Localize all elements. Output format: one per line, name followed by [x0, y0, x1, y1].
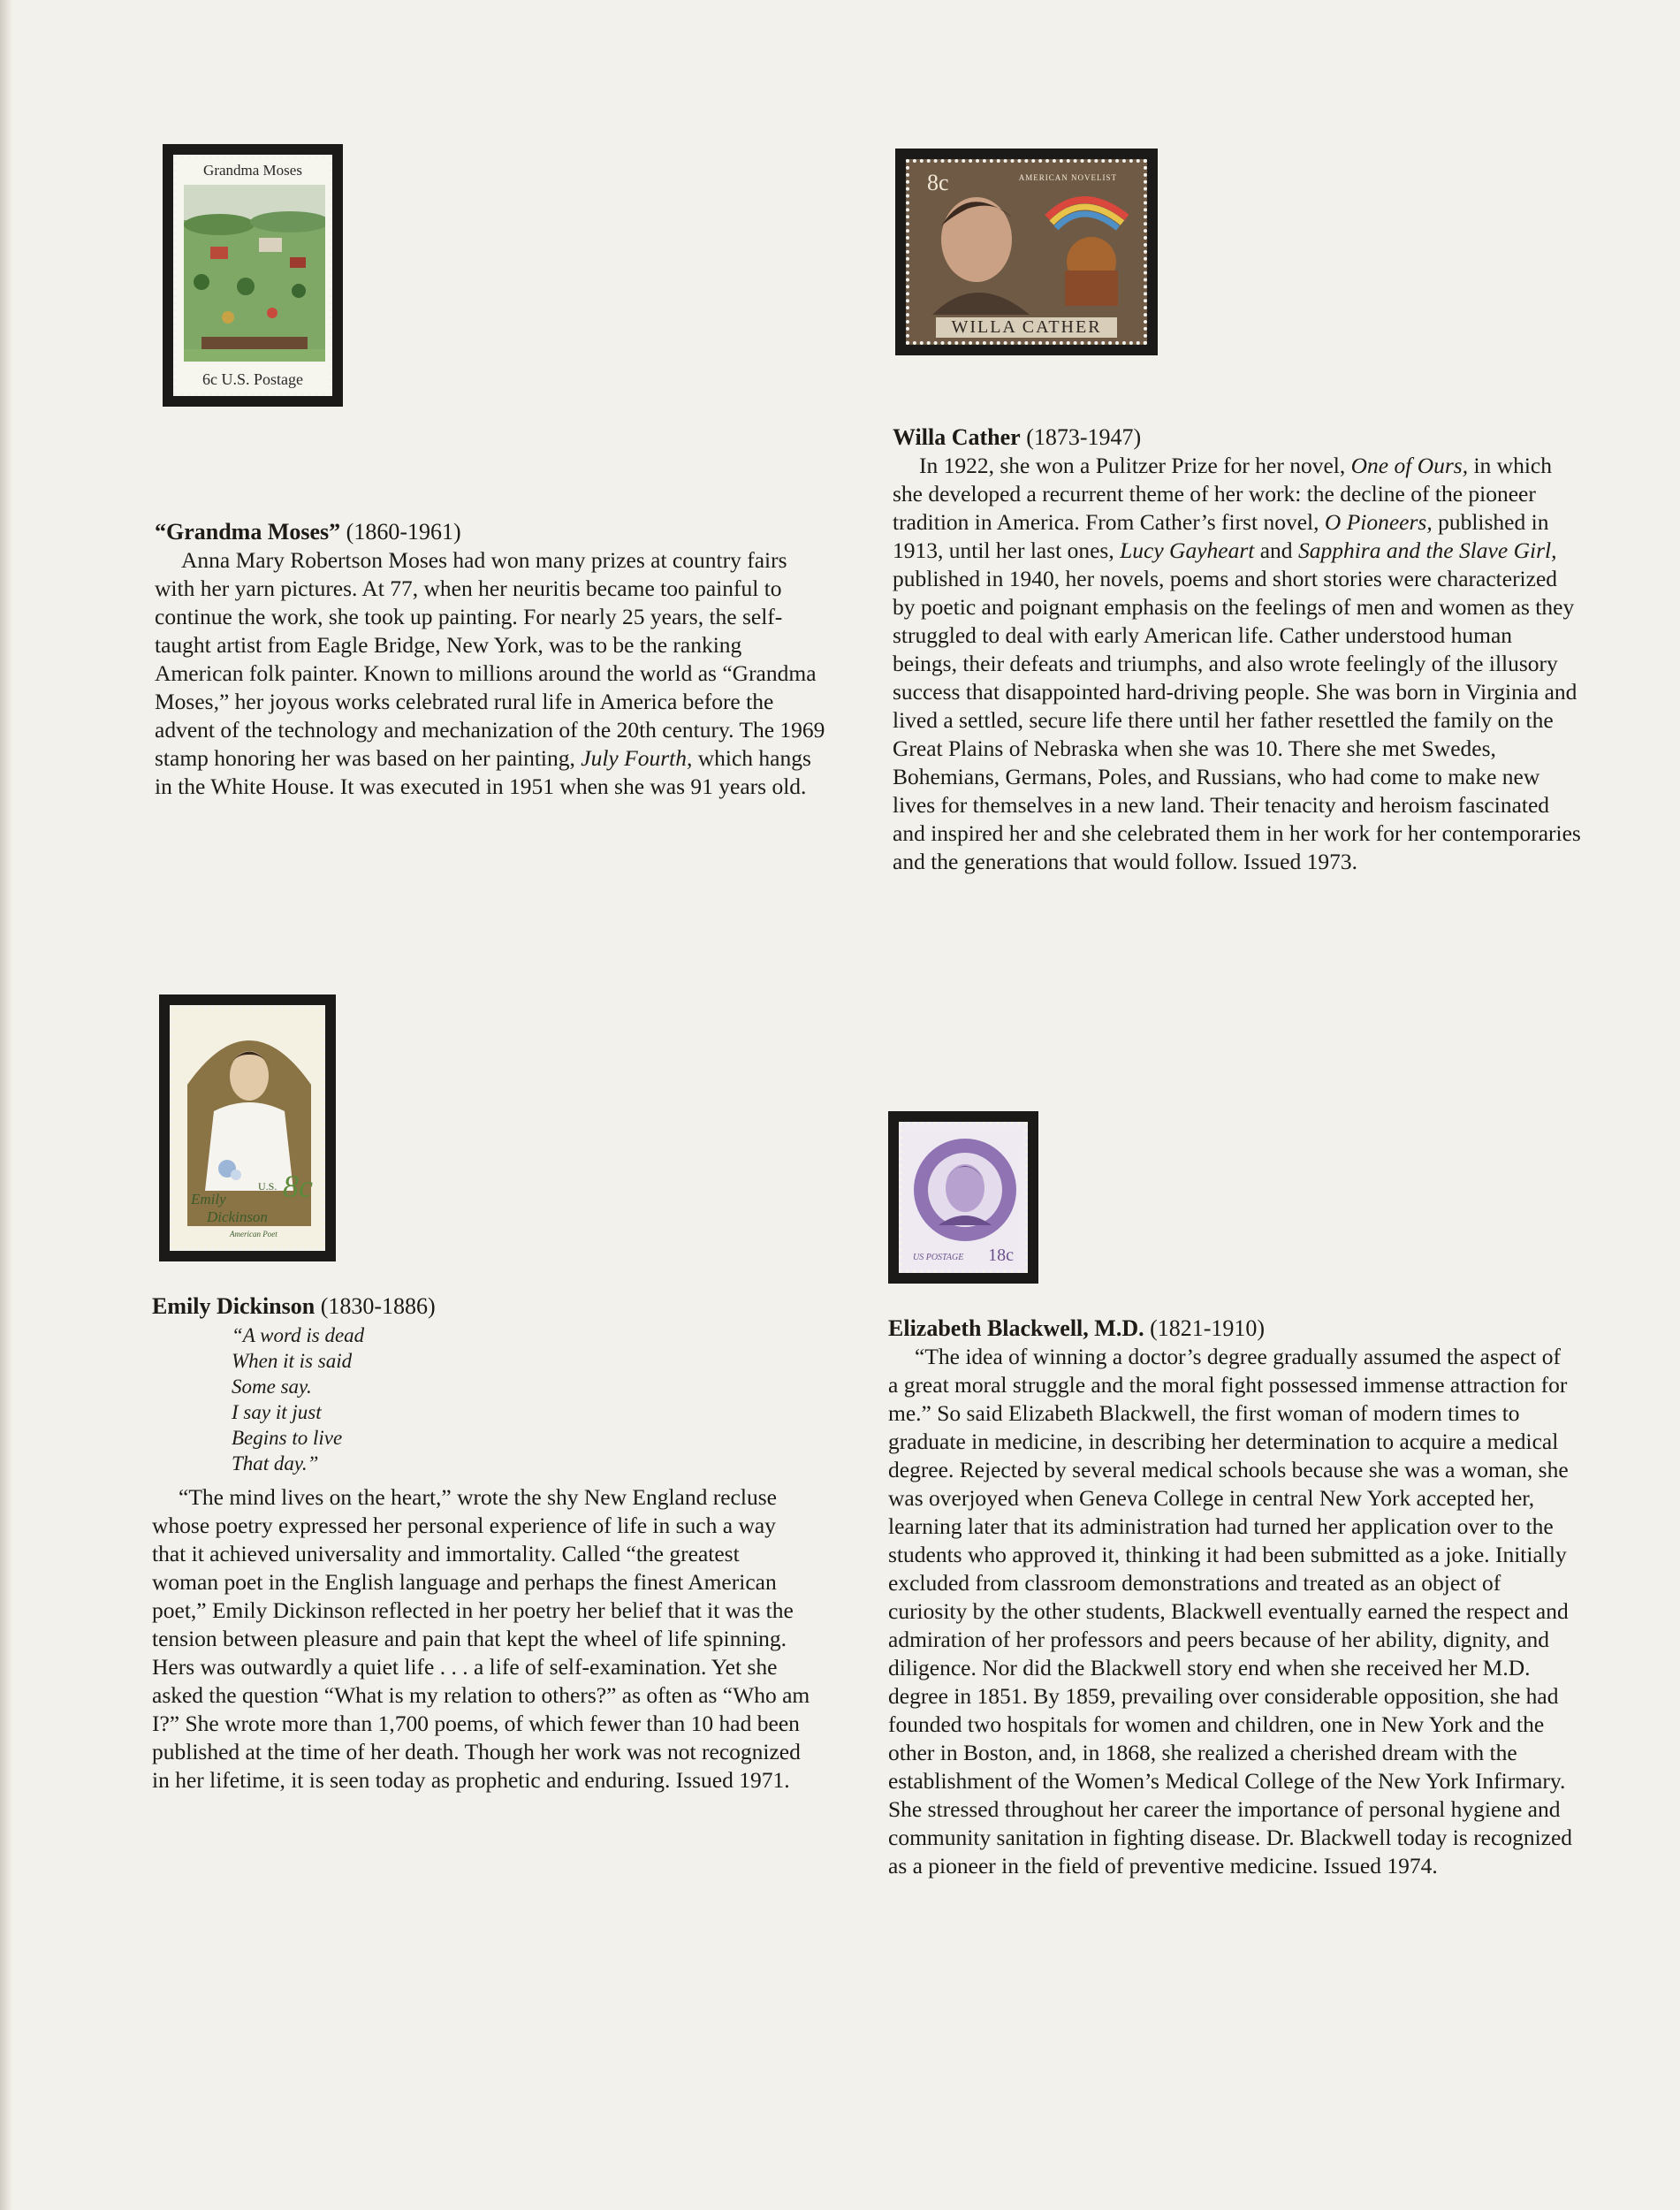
- poem-quote: [232, 1322, 810, 1476]
- poem-line: Some say.: [232, 1376, 312, 1398]
- article-body: [155, 546, 826, 801]
- stamp-denomination: 18c: [988, 1246, 1014, 1265]
- book-title: Lucy Gayheart: [1120, 537, 1255, 563]
- article-name: Willa Cather: [893, 424, 1021, 450]
- poem-line: “A word is dead: [232, 1324, 365, 1346]
- grandma-moses-article: [155, 518, 826, 801]
- article-dates: (1821-1910): [1150, 1315, 1266, 1341]
- stamp-caption: American Poet: [230, 1230, 277, 1238]
- willa-cather-article: [893, 423, 1582, 876]
- stamp-us: U.S.: [258, 1180, 277, 1193]
- body-text: in which she developed a recurrent theme of her work: the decline of the pioneer tradition in America. From Cather’s first novel,: [893, 453, 1552, 535]
- book-title: O Pioneers,: [1324, 509, 1433, 535]
- stamp-postage: US POSTAGE: [913, 1253, 964, 1262]
- grandma-moses-stamp: [163, 144, 343, 407]
- page-edge: [0, 0, 12, 2210]
- stamp-denomination: 8c: [927, 170, 949, 195]
- stamp-name-line1: Emily: [191, 1191, 226, 1208]
- body-text: Anna Mary Robertson Moses had won many prizes at country fairs with her yarn pictures. At 77, when her neuritis became too painful to continue the work, she took up painting. For nearly 25 years, the self-taught artist from Eagle Bridge, New York, was to be the ranking American folk painter. Known to millions around the world as “Grandma Moses,” her joyous works celebrated rural life in America before the advent of the technology and mechanization of the 20th century. The 1969 stamp honoring her was based on her painting,: [155, 547, 825, 771]
- body-text: and: [1254, 537, 1298, 563]
- emily-dickinson-article: [152, 1292, 810, 1795]
- article-name: Elizabeth Blackwell, M.D.: [888, 1315, 1144, 1341]
- article-name: “Grandma Moses”: [155, 519, 341, 545]
- body-text: published in 1913, until her last ones,: [893, 509, 1549, 563]
- stamp-bottom-text: WILLA CATHER: [936, 317, 1117, 338]
- article-dates: (1873-1947): [1026, 424, 1142, 450]
- stamp-denomination: 8c: [283, 1169, 313, 1204]
- article-body: [893, 452, 1582, 876]
- article-heading: [888, 1315, 1573, 1343]
- elizabeth-blackwell-stamp: [888, 1111, 1038, 1284]
- stamp-bottom-text: 6c U.S. Postage: [202, 370, 303, 388]
- book-title: One of Ours,: [1350, 453, 1469, 478]
- article-heading: [155, 518, 826, 546]
- article-dates: (1860-1961): [346, 519, 461, 545]
- elizabeth-blackwell-article: [888, 1315, 1573, 1880]
- willa-cather-stamp: [895, 149, 1158, 355]
- book-title: Sapphira and the Slave Girl,: [1297, 537, 1557, 563]
- poem-line: When it is said: [232, 1350, 353, 1372]
- stamp-top-text: AMERICAN NOVELIST: [1018, 173, 1117, 182]
- poem-line: Begins to live: [232, 1427, 343, 1449]
- body-text: In 1922, she won a Pulitzer Prize for her novel,: [919, 453, 1351, 478]
- article-heading: [152, 1292, 810, 1321]
- article-body: “The idea of winning a doctor’s degree gradually assumed the aspect of a great moral struggle and the moral fight possessed immense attraction for me.” So said Elizabeth Blackwell, the first woman of modern times to graduate in medicine, in describing her determination to acquire a medical degree. Rejected by several medical schools because she was a woman, she was overjoyed when Geneva College in central New York accepted her, learning later that its administration had turned her application over to the students who approved it, thinking it had been submitted as a joke. Initially excluded from classroom demonstrations and treated as an object of curiosity by the other students, Blackwell eventually earned the respect and admiration of her professors and peers because of her ability, dignity, and diligence. Nor did the Blackwell story end when she received her M.D. degree in 1851. By 1859, prevailing over considerable opposition, she had founded two hospitals for women and children, one in New York and the other in Boston, and, in 1868, she realized a cherished dream with the establishment of the Women’s Medical College of the New York Infirmary. She stressed throughout her career the importance of personal hygiene and community sanitation in fighting disease. Dr. Blackwell today is recognized as a pioneer in the field of preventive medicine. Issued 1974.: [888, 1344, 1573, 1878]
- article-body: “The mind lives on the heart,” wrote the shy New England recluse whose poetry expressed her personal experience of life in such a way that it achieved universality and immortality. Called “the greatest woman poet in the English language and perhaps the finest American poet,” Emily Dickinson reflected in her poetry her belief that it was the tension between pleasure and pain that kept the wheel of life spinning. Hers was outwardly a quiet life . . . a life of self-examination. Yet she asked the question “What is my relation to others?” as often as “Who am I?” She wrote more than 1,700 poems, of which fewer than 10 had been published at the time of her death. Though her work was not recognized in her lifetime, it is seen today as prophetic and enduring. Issued 1971.: [152, 1484, 810, 1793]
- body-text: which hangs in the White House. It was executed in 1951 when she was 91 years old.: [155, 745, 811, 799]
- emily-dickinson-stamp: [159, 994, 336, 1261]
- stamp-name-line2: Dickinson: [207, 1208, 268, 1225]
- poem-line: That day.”: [232, 1452, 319, 1475]
- article-name: Emily Dickinson: [152, 1293, 315, 1319]
- stamp-top-text: Grandma Moses: [203, 162, 302, 179]
- poem-line: I say it just: [232, 1401, 322, 1423]
- article-dates: (1830-1886): [320, 1293, 436, 1319]
- body-text: published in 1940, her novels, poems and short stories were characterized by poetic and poignant emphasis on the feelings of men and women as they struggled to deal with early American life. Cather understood human beings, their defeats and triumphs, and also wrote feelingly of the illusory success that disappointed hard-driving people. She was born in Virginia and lived a settled, secure life there until her father resettled the family on the Great Plains of Nebraska when she was 10. There she met Swedes, Bohemians, Germans, Poles, and Russians, who had come to make new lives for themselves in a new land. Their tenacity and heroism fascinated and inspired her and she celebrated them in her work for her contemporaries and the generations that would follow. Issued 1973.: [893, 566, 1581, 874]
- portrait-image: [915, 182, 1144, 315]
- article-heading: [893, 423, 1582, 452]
- painting-title: July Fourth,: [581, 745, 693, 771]
- folk-painting-image: [184, 185, 325, 362]
